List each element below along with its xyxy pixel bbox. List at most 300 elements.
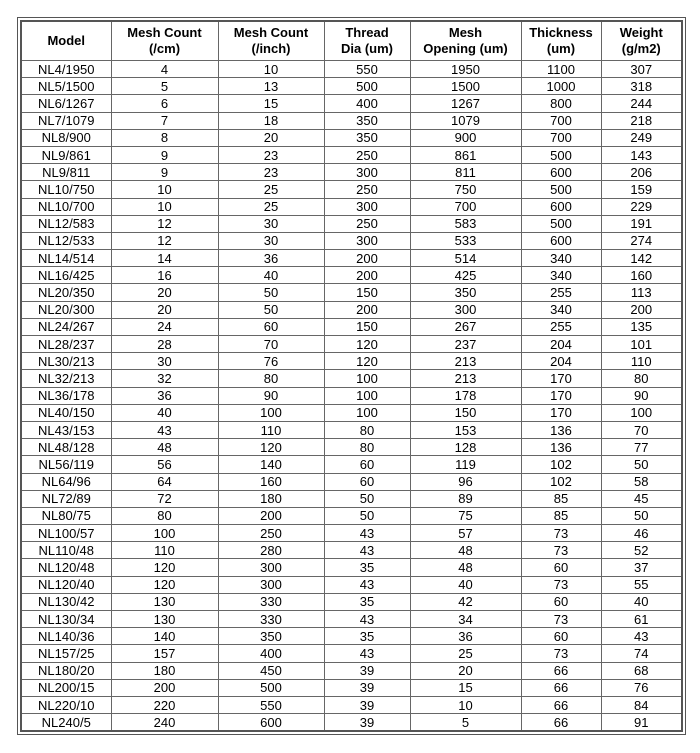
cell-mesh-opening: 533 — [410, 232, 521, 249]
cell-weight: 50 — [601, 456, 682, 473]
cell-mesh-count-cm: 10 — [111, 181, 218, 198]
spec-table-container — [20, 20, 681, 732]
cell-weight: 160 — [601, 267, 682, 284]
cell-mesh-opening: 1267 — [410, 95, 521, 112]
table-row — [21, 593, 682, 610]
cell-model: NL56/119 — [21, 456, 111, 473]
cell-thickness: 170 — [521, 404, 601, 421]
cell-mesh-opening: 36 — [410, 628, 521, 645]
cell-model: NL10/750 — [21, 181, 111, 198]
cell-weight: 143 — [601, 146, 682, 163]
cell-thickness: 600 — [521, 198, 601, 215]
cell-mesh-count-cm: 120 — [111, 576, 218, 593]
cell-thread-dia: 500 — [324, 78, 410, 95]
mesh-spec-table — [20, 20, 683, 732]
cell-thickness: 600 — [521, 232, 601, 249]
cell-thickness: 500 — [521, 181, 601, 198]
cell-mesh-count-inch: 30 — [218, 232, 324, 249]
cell-mesh-opening: 1950 — [410, 61, 521, 78]
cell-mesh-count-cm: 12 — [111, 215, 218, 232]
header-mesh-count-inch — [218, 21, 324, 61]
table-row — [21, 164, 682, 181]
cell-mesh-count-cm: 220 — [111, 696, 218, 713]
cell-mesh-opening: 128 — [410, 439, 521, 456]
cell-mesh-count-cm: 200 — [111, 679, 218, 696]
cell-mesh-opening: 583 — [410, 215, 521, 232]
cell-mesh-count-cm: 20 — [111, 284, 218, 301]
cell-mesh-opening: 900 — [410, 129, 521, 146]
cell-mesh-count-inch: 250 — [218, 525, 324, 542]
cell-model: NL28/237 — [21, 336, 111, 353]
cell-model: NL36/178 — [21, 387, 111, 404]
header-thread-dia — [324, 21, 410, 61]
cell-mesh-count-inch: 160 — [218, 473, 324, 490]
cell-thickness: 800 — [521, 95, 601, 112]
header-mesh-opening — [410, 21, 521, 61]
cell-mesh-count-cm: 12 — [111, 232, 218, 249]
header-row — [21, 21, 682, 61]
cell-weight: 101 — [601, 336, 682, 353]
cell-mesh-count-inch: 70 — [218, 336, 324, 353]
cell-mesh-count-inch: 50 — [218, 301, 324, 318]
cell-thread-dia: 80 — [324, 439, 410, 456]
cell-thickness: 204 — [521, 353, 601, 370]
cell-model: NL130/42 — [21, 593, 111, 610]
table-row — [21, 490, 682, 507]
cell-weight: 61 — [601, 611, 682, 628]
cell-model: NL9/811 — [21, 164, 111, 181]
cell-thickness: 73 — [521, 576, 601, 593]
table-row — [21, 542, 682, 559]
cell-weight: 70 — [601, 421, 682, 438]
cell-weight: 37 — [601, 559, 682, 576]
cell-mesh-count-inch: 90 — [218, 387, 324, 404]
cell-weight: 76 — [601, 679, 682, 696]
cell-mesh-count-cm: 32 — [111, 370, 218, 387]
cell-weight: 52 — [601, 542, 682, 559]
cell-model: NL4/1950 — [21, 61, 111, 78]
cell-thickness: 85 — [521, 507, 601, 524]
cell-model: NL120/40 — [21, 576, 111, 593]
cell-thread-dia: 350 — [324, 129, 410, 146]
cell-mesh-count-cm: 157 — [111, 645, 218, 662]
cell-mesh-count-inch: 25 — [218, 181, 324, 198]
cell-mesh-count-inch: 550 — [218, 696, 324, 713]
cell-thread-dia: 43 — [324, 645, 410, 662]
cell-model: NL240/5 — [21, 714, 111, 732]
cell-thickness: 170 — [521, 387, 601, 404]
cell-thread-dia: 100 — [324, 370, 410, 387]
header-line-1: Weight — [619, 25, 663, 40]
cell-weight: 40 — [601, 593, 682, 610]
table-row — [21, 336, 682, 353]
cell-thread-dia: 43 — [324, 576, 410, 593]
cell-model: NL8/900 — [21, 129, 111, 146]
cell-mesh-opening: 237 — [410, 336, 521, 353]
cell-thread-dia: 550 — [324, 61, 410, 78]
header-mesh-count-cm — [111, 21, 218, 61]
cell-mesh-count-inch: 300 — [218, 576, 324, 593]
table-row — [21, 232, 682, 249]
header-line-1: Mesh Count — [233, 25, 309, 40]
cell-mesh-count-inch: 180 — [218, 490, 324, 507]
cell-model: NL72/89 — [21, 490, 111, 507]
cell-mesh-opening: 300 — [410, 301, 521, 318]
cell-thickness: 66 — [521, 679, 601, 696]
cell-weight: 318 — [601, 78, 682, 95]
cell-thread-dia: 39 — [324, 696, 410, 713]
cell-thickness: 170 — [521, 370, 601, 387]
cell-thread-dia: 200 — [324, 301, 410, 318]
cell-weight: 113 — [601, 284, 682, 301]
cell-weight: 45 — [601, 490, 682, 507]
table-row — [21, 198, 682, 215]
cell-weight: 91 — [601, 714, 682, 732]
cell-model: NL157/25 — [21, 645, 111, 662]
cell-model: NL5/1500 — [21, 78, 111, 95]
header-line-2: (um) — [546, 41, 576, 56]
cell-thickness: 1000 — [521, 78, 601, 95]
cell-model: NL120/48 — [21, 559, 111, 576]
cell-model: NL30/213 — [21, 353, 111, 370]
cell-weight: 58 — [601, 473, 682, 490]
cell-mesh-count-inch: 15 — [218, 95, 324, 112]
cell-weight: 200 — [601, 301, 682, 318]
cell-thread-dia: 50 — [324, 490, 410, 507]
cell-model: NL12/533 — [21, 232, 111, 249]
cell-mesh-opening: 1500 — [410, 78, 521, 95]
cell-model: NL16/425 — [21, 267, 111, 284]
cell-thread-dia: 35 — [324, 593, 410, 610]
cell-thread-dia: 39 — [324, 679, 410, 696]
cell-thread-dia: 39 — [324, 662, 410, 679]
cell-mesh-count-cm: 6 — [111, 95, 218, 112]
cell-model: NL48/128 — [21, 439, 111, 456]
cell-mesh-count-inch: 330 — [218, 611, 324, 628]
cell-thread-dia: 43 — [324, 611, 410, 628]
cell-weight: 46 — [601, 525, 682, 542]
cell-weight: 55 — [601, 576, 682, 593]
header-line-2: Opening (um) — [423, 41, 508, 56]
cell-mesh-opening: 700 — [410, 198, 521, 215]
cell-thread-dia: 60 — [324, 473, 410, 490]
table-row — [21, 146, 682, 163]
header-line-1: Thickness — [529, 25, 593, 40]
cell-mesh-count-cm: 9 — [111, 146, 218, 163]
cell-mesh-count-inch: 330 — [218, 593, 324, 610]
cell-mesh-opening: 1079 — [410, 112, 521, 129]
cell-mesh-count-cm: 14 — [111, 250, 218, 267]
cell-weight: 191 — [601, 215, 682, 232]
table-row — [21, 387, 682, 404]
cell-mesh-opening: 89 — [410, 490, 521, 507]
cell-thread-dia: 35 — [324, 628, 410, 645]
cell-thread-dia: 250 — [324, 215, 410, 232]
cell-model: NL40/150 — [21, 404, 111, 421]
cell-model: NL24/267 — [21, 318, 111, 335]
cell-mesh-opening: 57 — [410, 525, 521, 542]
cell-mesh-count-inch: 300 — [218, 559, 324, 576]
cell-mesh-opening: 48 — [410, 542, 521, 559]
cell-model: NL12/583 — [21, 215, 111, 232]
cell-thickness: 340 — [521, 250, 601, 267]
cell-mesh-count-inch: 400 — [218, 645, 324, 662]
table-row — [21, 61, 682, 78]
cell-thread-dia: 35 — [324, 559, 410, 576]
cell-mesh-count-inch: 10 — [218, 61, 324, 78]
table-row — [21, 714, 682, 732]
table-row — [21, 318, 682, 335]
cell-thickness: 73 — [521, 542, 601, 559]
cell-mesh-opening: 150 — [410, 404, 521, 421]
cell-mesh-count-inch: 500 — [218, 679, 324, 696]
cell-thickness: 60 — [521, 559, 601, 576]
cell-mesh-opening: 153 — [410, 421, 521, 438]
cell-mesh-count-inch: 450 — [218, 662, 324, 679]
cell-mesh-opening: 119 — [410, 456, 521, 473]
cell-mesh-count-cm: 5 — [111, 78, 218, 95]
cell-mesh-count-inch: 120 — [218, 439, 324, 456]
cell-model: NL9/861 — [21, 146, 111, 163]
cell-model: NL140/36 — [21, 628, 111, 645]
cell-mesh-count-cm: 240 — [111, 714, 218, 732]
cell-thickness: 66 — [521, 696, 601, 713]
cell-model: NL20/350 — [21, 284, 111, 301]
cell-thickness: 340 — [521, 267, 601, 284]
table-row — [21, 129, 682, 146]
header-line-1: Thread — [345, 25, 389, 40]
cell-mesh-count-inch: 18 — [218, 112, 324, 129]
cell-thread-dia: 350 — [324, 112, 410, 129]
cell-mesh-count-cm: 64 — [111, 473, 218, 490]
cell-mesh-opening: 34 — [410, 611, 521, 628]
cell-weight: 80 — [601, 370, 682, 387]
header-line-2: (g/m2) — [621, 41, 661, 56]
cell-thickness: 1100 — [521, 61, 601, 78]
cell-thickness: 102 — [521, 473, 601, 490]
cell-thickness: 66 — [521, 662, 601, 679]
table-row — [21, 628, 682, 645]
cell-mesh-count-inch: 30 — [218, 215, 324, 232]
cell-mesh-count-cm: 28 — [111, 336, 218, 353]
header-model — [21, 21, 111, 61]
cell-mesh-count-cm: 8 — [111, 129, 218, 146]
cell-mesh-count-inch: 13 — [218, 78, 324, 95]
cell-mesh-count-cm: 130 — [111, 611, 218, 628]
cell-thickness: 600 — [521, 164, 601, 181]
cell-mesh-count-inch: 350 — [218, 628, 324, 645]
cell-mesh-count-cm: 130 — [111, 593, 218, 610]
cell-thickness: 700 — [521, 129, 601, 146]
cell-thread-dia: 150 — [324, 318, 410, 335]
cell-mesh-opening: 96 — [410, 473, 521, 490]
cell-mesh-count-inch: 600 — [218, 714, 324, 732]
table-row — [21, 473, 682, 490]
cell-thread-dia: 300 — [324, 232, 410, 249]
cell-thickness: 85 — [521, 490, 601, 507]
cell-weight: 43 — [601, 628, 682, 645]
cell-weight: 50 — [601, 507, 682, 524]
cell-mesh-opening: 42 — [410, 593, 521, 610]
cell-mesh-opening: 25 — [410, 645, 521, 662]
cell-mesh-count-cm: 56 — [111, 456, 218, 473]
cell-thread-dia: 120 — [324, 336, 410, 353]
cell-model: NL32/213 — [21, 370, 111, 387]
cell-thread-dia: 150 — [324, 284, 410, 301]
cell-thread-dia: 50 — [324, 507, 410, 524]
cell-weight: 90 — [601, 387, 682, 404]
cell-model: NL220/10 — [21, 696, 111, 713]
cell-mesh-opening: 514 — [410, 250, 521, 267]
cell-thread-dia: 200 — [324, 267, 410, 284]
header-line-2: (/cm) — [148, 41, 181, 56]
table-row — [21, 679, 682, 696]
table-row — [21, 611, 682, 628]
cell-mesh-count-cm: 48 — [111, 439, 218, 456]
cell-mesh-count-inch: 23 — [218, 146, 324, 163]
cell-thickness: 500 — [521, 215, 601, 232]
cell-mesh-count-cm: 9 — [111, 164, 218, 181]
cell-weight: 100 — [601, 404, 682, 421]
cell-weight: 142 — [601, 250, 682, 267]
cell-mesh-opening: 178 — [410, 387, 521, 404]
cell-mesh-opening: 5 — [410, 714, 521, 732]
cell-mesh-opening: 15 — [410, 679, 521, 696]
cell-weight: 135 — [601, 318, 682, 335]
cell-thread-dia: 100 — [324, 404, 410, 421]
table-row — [21, 301, 682, 318]
cell-mesh-opening: 75 — [410, 507, 521, 524]
table-row — [21, 696, 682, 713]
table-row — [21, 215, 682, 232]
table-row — [21, 404, 682, 421]
cell-mesh-count-inch: 80 — [218, 370, 324, 387]
cell-weight: 77 — [601, 439, 682, 456]
cell-mesh-opening: 10 — [410, 696, 521, 713]
cell-model: NL43/153 — [21, 421, 111, 438]
cell-model: NL20/300 — [21, 301, 111, 318]
cell-mesh-count-inch: 140 — [218, 456, 324, 473]
cell-mesh-count-cm: 43 — [111, 421, 218, 438]
header-line-1: Model — [47, 33, 86, 48]
cell-mesh-count-inch: 280 — [218, 542, 324, 559]
cell-mesh-opening: 40 — [410, 576, 521, 593]
cell-thickness: 60 — [521, 593, 601, 610]
cell-weight: 244 — [601, 95, 682, 112]
cell-thread-dia: 39 — [324, 714, 410, 732]
cell-mesh-count-inch: 36 — [218, 250, 324, 267]
cell-mesh-opening: 213 — [410, 353, 521, 370]
header-line-1: Mesh — [448, 25, 483, 40]
cell-thread-dia: 100 — [324, 387, 410, 404]
cell-weight: 74 — [601, 645, 682, 662]
cell-model: NL6/1267 — [21, 95, 111, 112]
table-row — [21, 78, 682, 95]
cell-mesh-opening: 48 — [410, 559, 521, 576]
cell-mesh-opening: 425 — [410, 267, 521, 284]
table-row — [21, 662, 682, 679]
cell-mesh-opening: 811 — [410, 164, 521, 181]
table-row — [21, 181, 682, 198]
table-row — [21, 645, 682, 662]
table-body — [21, 61, 682, 732]
cell-weight: 229 — [601, 198, 682, 215]
table-row — [21, 370, 682, 387]
cell-mesh-count-cm: 72 — [111, 490, 218, 507]
cell-thickness: 73 — [521, 645, 601, 662]
cell-weight: 159 — [601, 181, 682, 198]
cell-mesh-count-cm: 36 — [111, 387, 218, 404]
cell-model: NL100/57 — [21, 525, 111, 542]
cell-mesh-count-cm: 30 — [111, 353, 218, 370]
cell-mesh-count-cm: 4 — [111, 61, 218, 78]
table-row — [21, 95, 682, 112]
cell-thickness: 204 — [521, 336, 601, 353]
cell-mesh-count-cm: 20 — [111, 301, 218, 318]
cell-mesh-count-inch: 23 — [218, 164, 324, 181]
cell-thickness: 60 — [521, 628, 601, 645]
cell-thread-dia: 43 — [324, 525, 410, 542]
table-row — [21, 525, 682, 542]
cell-model: NL64/96 — [21, 473, 111, 490]
cell-thread-dia: 250 — [324, 181, 410, 198]
cell-thread-dia: 80 — [324, 421, 410, 438]
cell-mesh-opening: 267 — [410, 318, 521, 335]
cell-model: NL7/1079 — [21, 112, 111, 129]
cell-thickness: 255 — [521, 284, 601, 301]
cell-mesh-count-cm: 180 — [111, 662, 218, 679]
cell-weight: 249 — [601, 129, 682, 146]
cell-mesh-opening: 861 — [410, 146, 521, 163]
cell-weight: 84 — [601, 696, 682, 713]
cell-weight: 218 — [601, 112, 682, 129]
header-line-2: Dia (um) — [341, 41, 393, 56]
cell-thread-dia: 400 — [324, 95, 410, 112]
cell-mesh-count-cm: 16 — [111, 267, 218, 284]
header-thickness — [521, 21, 601, 61]
cell-mesh-count-inch: 25 — [218, 198, 324, 215]
cell-mesh-count-inch: 20 — [218, 129, 324, 146]
cell-thread-dia: 200 — [324, 250, 410, 267]
table-header — [21, 21, 682, 61]
cell-mesh-count-inch: 60 — [218, 318, 324, 335]
table-row — [21, 439, 682, 456]
cell-mesh-opening: 750 — [410, 181, 521, 198]
cell-thickness: 255 — [521, 318, 601, 335]
cell-thread-dia: 250 — [324, 146, 410, 163]
cell-thread-dia: 300 — [324, 198, 410, 215]
table-row — [21, 250, 682, 267]
table-row — [21, 456, 682, 473]
table-row — [21, 267, 682, 284]
cell-mesh-count-cm: 7 — [111, 112, 218, 129]
cell-weight: 206 — [601, 164, 682, 181]
cell-thread-dia: 60 — [324, 456, 410, 473]
cell-mesh-count-cm: 10 — [111, 198, 218, 215]
cell-mesh-opening: 213 — [410, 370, 521, 387]
cell-model: NL180/20 — [21, 662, 111, 679]
cell-model: NL110/48 — [21, 542, 111, 559]
cell-weight: 274 — [601, 232, 682, 249]
table-row — [21, 353, 682, 370]
cell-thickness: 500 — [521, 146, 601, 163]
cell-thickness: 102 — [521, 456, 601, 473]
cell-mesh-count-cm: 40 — [111, 404, 218, 421]
table-row — [21, 507, 682, 524]
cell-mesh-count-cm: 120 — [111, 559, 218, 576]
cell-thread-dia: 120 — [324, 353, 410, 370]
table-row — [21, 559, 682, 576]
